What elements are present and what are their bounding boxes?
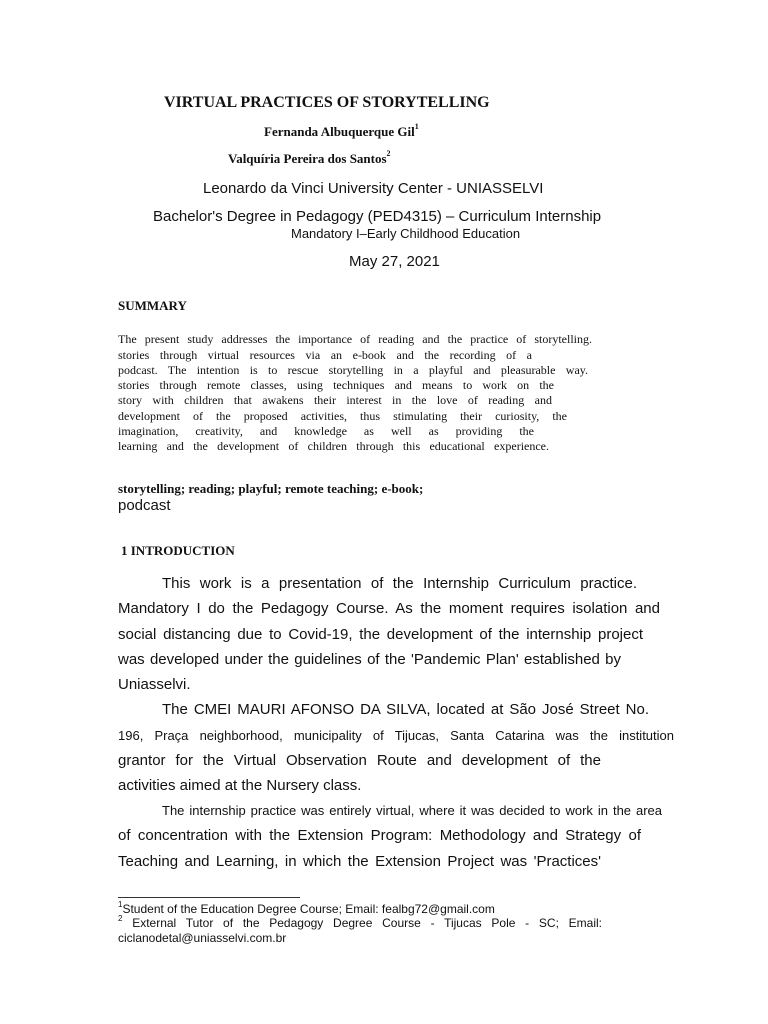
intro-line: activities aimed at the Nursery class. xyxy=(118,777,362,794)
footnote-2-continuation: ciclanodetal@uniasselvi.com.br xyxy=(118,931,287,945)
summary-line: story with children that awakens their interest in the love of reading and xyxy=(118,393,552,407)
author-1-name: Fernanda Albuquerque Gil xyxy=(264,124,415,139)
footnote-2-mark: 2 xyxy=(118,914,123,923)
author-2-name: Valquíria Pereira dos Santos xyxy=(228,151,387,166)
summary-line: imagination, creativity, and knowledge as well as providing the xyxy=(118,424,534,438)
summary-line: stories through remote classes, using techniques and means to work on the xyxy=(118,378,554,392)
author-1 xyxy=(264,124,419,140)
intro-line: of concentration with the Extension Program: Methodology and Strategy of xyxy=(118,827,641,844)
intro-line: This work is a presentation of the Internship Curriculum practice. xyxy=(162,575,637,592)
keywords-rest: podcast xyxy=(118,497,171,514)
intro-line: The internship practice was entirely virtual, where it was decided to work in the area xyxy=(162,803,662,818)
intro-line: Uniasselvi. xyxy=(118,676,191,693)
intro-line: 196, Praça neighborhood, municipality of Tijucas, Santa Catarina was the institution xyxy=(118,728,674,743)
mandatory-line: Mandatory I–Early Childhood Education xyxy=(291,226,521,241)
footnote-1 xyxy=(118,902,495,916)
footnote-2 xyxy=(118,916,602,930)
summary-line: stories through virtual resources via an e-book and the recording of a xyxy=(118,348,532,362)
intro-line: Teaching and Learning, in which the Extension Project was 'Practices' xyxy=(118,853,601,870)
intro-line: The CMEI MAURI AFONSO DA SILVA, located at São José Street No. xyxy=(162,701,649,718)
author-1-footnote-mark: 1 xyxy=(414,122,419,131)
document-date: May 27, 2021 xyxy=(349,253,440,270)
keywords-bold: storytelling; reading; playful; remote teaching; e-book; xyxy=(118,481,424,496)
institution: Leonardo da Vinci University Center - UNIASSELVI xyxy=(203,180,544,197)
footnote-1-mark: 1 xyxy=(118,900,123,909)
author-2 xyxy=(228,151,391,167)
author-2-footnote-mark: 2 xyxy=(386,149,391,158)
intro-line: Mandatory I do the Pedagogy Course. As the moment requires isolation and xyxy=(118,600,660,617)
intro-line: social distancing due to Covid-19, the development of the internship project xyxy=(118,626,643,643)
summary-line: The present study addresses the importance of reading and the practice of storytelling. xyxy=(118,332,592,346)
degree-line: Bachelor's Degree in Pedagogy (PED4315) – Curriculum Internship xyxy=(153,208,602,225)
summary-line: learning and the development of children through this educational experience. xyxy=(118,439,549,453)
footnote-2-text: External Tutor of the Pedagogy Degree Course - Tijucas Pole - SC; Email: xyxy=(132,916,602,930)
introduction-heading: 1 INTRODUCTION xyxy=(121,543,235,558)
document-title: VIRTUAL PRACTICES OF STORYTELLING xyxy=(164,94,490,111)
summary-heading: SUMMARY xyxy=(118,298,187,313)
intro-line: grantor for the Virtual Observation Route and development of the xyxy=(118,752,601,769)
intro-line: was developed under the guidelines of the 'Pandemic Plan' established by xyxy=(118,651,621,668)
footnote-1-text: Student of the Education Degree Course; Email: fealbg72@gmail.com xyxy=(122,902,495,916)
footnote-separator xyxy=(118,897,300,898)
summary-line: podcast. The intention is to rescue storytelling in a playful and pleasurable way. xyxy=(118,363,588,377)
summary-line: development of the proposed activities, thus stimulating their curiosity, the xyxy=(118,409,567,423)
